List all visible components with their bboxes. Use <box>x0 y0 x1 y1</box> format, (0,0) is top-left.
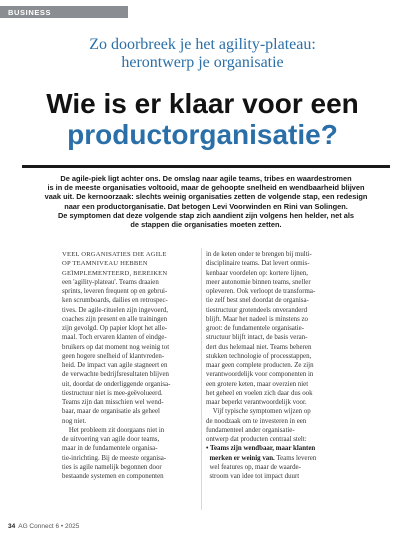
body-line: uit, doordat de onderliggende organisa- <box>62 380 171 388</box>
body-line: heid. De impact van agile stagneert en <box>62 362 168 369</box>
lead-caps-line: OP TEAMNIVEAU HEBBEN <box>62 260 148 268</box>
body-line: maar geen complete producten. Ze zijn <box>206 362 314 369</box>
intro-line: naar een productorganisatie. Dat betogen Levi Voorwinden en Rini van Solingen. <box>64 201 348 211</box>
body-line: groot: de fundamentele organisatie- <box>206 325 305 332</box>
intro <box>22 174 390 229</box>
body-line: tie zelf best snel doordat de organisa- <box>206 297 309 305</box>
body-line: disciplinaire teams. Dat levert onmis- <box>206 260 310 268</box>
body-line: ken scrumboards, dailies en retrospec- <box>62 297 168 305</box>
body-line: de verwachte bedrijfsresultaten blijven <box>62 371 169 379</box>
section-label: BUSINESS <box>0 6 128 18</box>
body-line: in de keten onder te brengen bij multi- <box>206 251 312 258</box>
body-line: tie-inrichting. Bij de meeste organisa- <box>62 454 167 462</box>
body-line: blijft. Maar het nadeel is minstens zo <box>206 315 308 323</box>
body-line: geen hogere snelheid of klantvreden- <box>62 352 165 360</box>
body-line: Teams zijn dan misschien wel wend- <box>62 399 164 406</box>
body-line: Vijf typische symptomen wijzen op <box>206 408 311 416</box>
headline-line: Wie is er klaar voor een <box>46 88 359 119</box>
body-line: tives. De agile-rituelen zijn ingevoerd, <box>62 306 169 314</box>
body-line: een grotere keten, maar overzien niet <box>206 380 309 388</box>
bullet-bold-text: merken er weinig van. <box>206 454 275 462</box>
body-line: coaches zijn present en alle trainingen <box>62 315 168 323</box>
body-column-1 <box>62 250 197 481</box>
body-line: bruikers op dat moment nog weinig tot <box>62 343 170 351</box>
body-line: structuur blijft intact, de basis veran- <box>206 334 308 342</box>
body-line: sprints, leveren frequent op en gebrui- <box>62 288 168 295</box>
bullet-line: wel features op, maar de waarde- <box>206 463 301 471</box>
kicker-line: Zo doorbreek je het agility-plateau: <box>89 36 316 53</box>
kicker-line: herontwerp je organisatie <box>121 54 284 71</box>
body-line: de uitvoering van agile door teams, <box>62 436 160 443</box>
column-divider <box>201 248 202 510</box>
page-footer <box>8 523 79 530</box>
body-line: meer autonomie binnen teams, sneller <box>206 278 311 286</box>
body-line: nog niet. <box>62 417 87 425</box>
body-line: tiestructuur grotendeels onveranderd <box>206 306 308 314</box>
body-line: maar in de fundamentele organisa- <box>62 445 158 453</box>
body-line: maar beperkt verantwoordelijk voor. <box>206 399 307 406</box>
bullet-line: stroom van idee tot impact duurt <box>206 473 300 480</box>
body-line: tiestructuur niet is mee-geëvolueerd. <box>62 389 163 397</box>
bullet-line <box>206 454 346 463</box>
body-line: zijn gevolgd. Op papier klopt het alle- <box>62 325 168 332</box>
body-line: stukken technologie of processtappen, <box>206 352 312 360</box>
intro-line: de stappen die organisaties moeten zetten. <box>130 220 282 230</box>
body-line: het geheel en voelen zich daar dus ook <box>206 389 313 397</box>
body-line: bestaande systemen en componenten <box>62 473 164 480</box>
body-line: de noodzaak om te investeren in een <box>206 417 307 425</box>
page-number: 34 <box>8 523 16 530</box>
intro-line: De symptomen dat deze volgende stap zich aandient zijn volgens hen helder, net als <box>57 210 355 220</box>
body-line: baar, maar de organisatie als geheel <box>62 408 160 416</box>
body-line: opleveren. Ook verloopt de transforma- <box>206 288 316 295</box>
publication-name: AG Connect 6 • 2025 <box>18 523 80 530</box>
body-line: fundamenteel ander organisatie- <box>206 426 295 434</box>
intro-line: vaak uit. De kernoorzaak: slechts weinig organisaties zetten de volgende stap, een redesign <box>44 192 368 202</box>
intro-line: De agile-piek ligt achter ons. De omslag naar agile teams, tribes en waardestromen <box>60 174 352 183</box>
lead-caps-line: GEÏMPLEMENTEERD, BEREIKEN <box>62 269 168 277</box>
body-line: een 'agility-plateau'. Teams draaien <box>62 278 159 286</box>
intro-line: is in de meeste organisaties voltooid, maar de gehoopte snelheid en wendbaarheid blijven <box>47 183 365 193</box>
body-line: Het probleem zit doorgaans niet in <box>62 426 165 434</box>
body-line: kenbaar voordelen op: kortere lijnen, <box>206 269 308 277</box>
body-line: verantwoordelijk voor componenten in <box>206 371 314 379</box>
body-line: ties is agile namelijk begonnen door <box>62 463 162 471</box>
bullet-bold-line: • Teams zijn wendbaar, maar klanten <box>206 445 316 453</box>
headline-rule <box>22 165 390 168</box>
lead-caps-line: VEEL ORGANISATIES DIE AGILE <box>62 251 167 258</box>
body-column-2 <box>206 250 346 481</box>
headline <box>0 88 405 150</box>
headline-line: productorganisatie? <box>67 119 338 150</box>
body-line: dert dus helemaal niet. Teams beheren <box>206 343 312 351</box>
body-line: maal. Toch ervaren klanten of eindge- <box>62 334 167 342</box>
body-line: ontwerp dat producten centraal stelt: <box>206 436 307 443</box>
bullet-text: Teams leveren <box>274 454 317 462</box>
kicker <box>0 36 405 72</box>
